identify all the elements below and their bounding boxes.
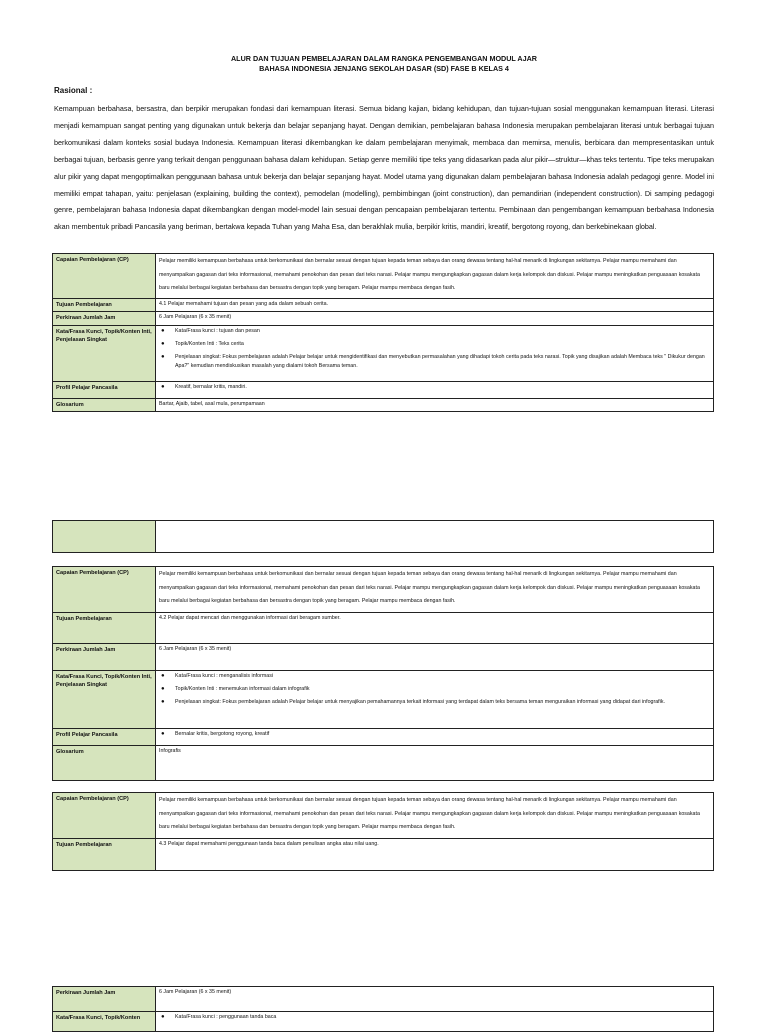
bullet-icon: ● bbox=[161, 731, 165, 737]
rasional-paragraph bbox=[54, 101, 714, 236]
learning-table-4-3 bbox=[52, 792, 714, 871]
list-item bbox=[159, 685, 710, 694]
cp-value: Pelajar memiliki kemampuan berbahasa untuk berkomunikasi dan bernalar sesuai dengan tujuan kepada teman sebaya dan orang dewasa tentang hal-hal menarik di lingkungan sekitarnya. Pelajar mampu memahami dan menyampaikan gagasan dari teks informasional, memahami penokohan dan pesan dari teks narasi. Pelajar mampu mengungkapkan gagasan dalam kerja kelompok dan diskusi. Pelajar mampu meningkatkan penguasaan kosakata baru melalui berbagai kegiatan berbahasa dan bersastra dengan topik yang beragam. Pelajar mampu membaca dengan fasih. bbox=[156, 567, 714, 613]
profil-text: Bernalar kritis, bergotong royong, kreatif bbox=[175, 731, 270, 737]
glosarium-label: Glosarium bbox=[53, 398, 156, 411]
learning-table-4-2 bbox=[52, 566, 714, 781]
cp-value: Pelajar memiliki kemampuan berbahasa untuk berkomunikasi dan bernalar sesuai dengan tujuan kepada teman sebaya dan orang dewasa tentang hal-hal menarik di lingkungan sekitarnya. Pelajar mampu memahami dan menyampaikan gagasan dari teks informasional, memahami penokohan dan pesan dari teks narasi. Pelajar mampu mengungkapkan gagasan dalam kerja kelompok dan diskusi. Pelajar mampu meningkatkan penguasaan kosakata baru melalui berbagai kegiatan berbahasa dan bersastra dengan topik yang beragam. Pelajar mampu membaca dengan fasih. bbox=[156, 793, 714, 839]
cp-value: Pelajar memiliki kemampuan berbahasa untuk berkomunikasi dan bernalar sesuai dengan tujuan kepada teman sebaya dan orang dewasa tentang hal-hal menarik di lingkungan sekitarnya. Pelajar mampu memahami dan menyampaikan gagasan dari teks informasional, memahami penokohan dan pesan dari teks narasi. Pelajar mampu mengungkapkan gagasan dalam kerja kelompok dan diskusi. Pelajar mampu meningkatkan penguasaan kosakata baru melalui berbagai kegiatan berbahasa dan bersastra dengan topik yang beragam. Pelajar mampu membaca dengan fasih. bbox=[156, 254, 714, 299]
profil-value bbox=[156, 381, 714, 398]
bullet-icon: ● bbox=[161, 1014, 165, 1020]
tp-value: 4.3 Pelajar dapat memahami penggunaan tanda baca dalam penulisan angka atau nilai uang. bbox=[156, 839, 714, 871]
rasional-text: Kemampuan berbahasa, bersastra, dan berpikir merupakan fondasi dari kemampuan literasi. Semua bidang kajian, bidang kehidupan, dan tujuan-tujuan sosial menggunakan kemampuan literasi. Literasi menjadi kemampuan sangat penting yang digunakan untuk bekerja dan belajar sepanjang hayat. Dengan demikian, pembelajaran bahasa Indonesia merupakan pembelajaran literasi untuk berbagai tujuan berkomunikasi dalam konteks sosial budaya Indonesia. Kemampuan literasi dikembangkan ke dalam pembelajaran menyimak, membaca dan memirsa, menulis, berbicara dan mempresentasikan untuk berbagai tujuan, berbasis genre yang terkait dengan penggunaan bahasa dalam kehidupan. Setiap genre memiliki tipe teks yang didasarkan pada alur pikir—struktur—khas teks tertentu. Tipe teks merupakan alur pikir yang dapat mengoptimalkan penggunaan bahasa untuk bekerja dan belajar sepanjang hayat. Model utama yang digunakan dalam pembelajaran bahasa Indonesia adalah pedagogi genre. Model ini memiliki empat tahapan, yaitu: penjelasan (explaining, building the context), pemodelan (modelling), pembimbingan (joint construction), dan pemandirian (independent construction). Di samping pedagogi genre, pembelajaran bahasa Indonesia dapat dikembangkan dengan model-model lain sesuai dengan pencapaian pembelajaran tertentu. Pembinaan dan pengembangan kemampuan berbahasa Indonesia akan membentuk pribadi Pancasila yang beriman, bertakwa kepada Tuhan yang Maha Esa, dan berakhlak mulia, berpikir kritis, mandiri, kreatif, bergotong royong, dan berkebinekaan global. bbox=[54, 104, 714, 232]
glosarium-label: Glosarium bbox=[53, 746, 156, 781]
profil-text: Kreatif, bernalar kritis, mandiri. bbox=[175, 383, 247, 390]
empty-table bbox=[52, 520, 714, 553]
bullet-icon: ● bbox=[161, 686, 165, 692]
table-row bbox=[53, 1012, 714, 1032]
empty-value-cell bbox=[156, 521, 714, 553]
kata-value bbox=[156, 325, 714, 381]
bullet-icon: ● bbox=[161, 383, 165, 390]
jam-value: 6 Jam Pelajaran (6 x 35 menit) bbox=[156, 644, 714, 671]
rasional-heading: Rasional : bbox=[54, 86, 93, 95]
tp-label: Tujuan Pembelajaran bbox=[53, 298, 156, 311]
bullet-icon: ● bbox=[161, 673, 165, 679]
bullet-icon: ● bbox=[161, 353, 165, 360]
profil-list bbox=[159, 383, 710, 392]
tp-value: 4.1 Pelajar memahami tujuan dan pesan yang ada dalam sebuah cerita. bbox=[156, 298, 714, 311]
table-row bbox=[53, 298, 714, 311]
table-row bbox=[53, 729, 714, 746]
table-row bbox=[53, 644, 714, 671]
bullet-icon: ● bbox=[161, 340, 165, 347]
cp-label: Capaian Pembelajaran (CP) bbox=[53, 254, 156, 299]
list-item bbox=[159, 698, 710, 707]
list-item bbox=[159, 383, 710, 392]
kata-value bbox=[156, 671, 714, 729]
table-row bbox=[53, 567, 714, 613]
jam-label: Perkiraan Jumlah Jam bbox=[53, 644, 156, 671]
table-row bbox=[53, 325, 714, 381]
kata-list bbox=[159, 1013, 710, 1022]
kata-kunci-text: Kata/Frasa kunci : menganalisis informasi bbox=[175, 673, 274, 679]
learning-table-4-3-continued bbox=[52, 986, 714, 1032]
profil-list bbox=[159, 730, 710, 739]
list-item bbox=[159, 1013, 710, 1022]
bullet-icon: ● bbox=[161, 699, 165, 705]
kata-kunci-text: Kata/Frasa kunci : tujuan dan pesan bbox=[175, 327, 260, 334]
table-row bbox=[53, 839, 714, 871]
kata-label: Kata/Frasa Kunci, Topik/Konten bbox=[53, 1012, 156, 1032]
penjelasan-text: Penjelasan singkat: Fokus pembelajaran adalah Pelajar belajar untuk menyajikan pemahamannya terkait informasi yang terdapat dalam teks bersama teman menguraikan informasi yang didapat dari infografik. bbox=[175, 699, 665, 705]
jam-label: Perkiraan Jumlah Jam bbox=[53, 311, 156, 325]
kata-list bbox=[159, 327, 710, 371]
topik-text: Topik/Konten Inti : Teks cerita bbox=[175, 340, 244, 347]
table-row bbox=[53, 987, 714, 1012]
kata-kunci-text: Kata/Frasa kunci : penggunaan tanda baca bbox=[175, 1014, 277, 1020]
cp-label: Capaian Pembelajaran (CP) bbox=[53, 567, 156, 613]
kata-list bbox=[159, 672, 710, 707]
table-row bbox=[53, 521, 714, 553]
bullet-icon: ● bbox=[161, 327, 165, 334]
kata-label: Kata/Frasa Kunci, Topik/Konten Inti, Penjelasan Singkat bbox=[53, 671, 156, 729]
glosarium-value: Bartar, Ajaib, tabel, asal mula, perumpamaan bbox=[156, 398, 714, 411]
kata-label: Kata/Frasa Kunci, Topik/Konten Inti, Penjelasan Singkat bbox=[53, 325, 156, 381]
document-title-line-2: BAHASA INDONESIA JENJANG SEKOLAH DASAR (SD) FASE B KELAS 4 bbox=[259, 64, 509, 73]
profil-value bbox=[156, 729, 714, 746]
jam-label: Perkiraan Jumlah Jam bbox=[53, 987, 156, 1012]
table-row bbox=[53, 398, 714, 411]
document-title-line-1: ALUR DAN TUJUAN PEMBELAJARAN DALAM RANGKA PENGEMBANGAN MODUL AJAR bbox=[230, 54, 537, 63]
tp-label: Tujuan Pembelajaran bbox=[53, 839, 156, 871]
document-title bbox=[0, 54, 768, 74]
table-row bbox=[53, 381, 714, 398]
penjelasan-text: Penjelasan singkat: Fokus pembelajaran adalah Pelajar belajar untuk mengidentifikasi dan menyebutkan permasalahan yang dihadapi tokoh cerita pada teks narasi. Topik yang disajikan adalah Membaca teks " Dikukur dengan Apa?" kemudian mendiskusikan masalah yang dialami tokoh Bersama teman. bbox=[175, 353, 705, 369]
table-row bbox=[53, 793, 714, 839]
tp-value: 4.2 Pelajar dapat mencari dan menggunakan informasi dari beragam sumber. bbox=[156, 613, 714, 644]
profil-label: Profil Pelajar Pancasila bbox=[53, 381, 156, 398]
list-item bbox=[159, 327, 710, 336]
list-item bbox=[159, 672, 710, 681]
kata-value bbox=[156, 1012, 714, 1032]
table-row bbox=[53, 671, 714, 729]
empty-label-cell bbox=[53, 521, 156, 553]
list-item bbox=[159, 730, 710, 739]
jam-value: 6 Jam Pelajaran (6 x 35 menit) bbox=[156, 987, 714, 1012]
jam-value: 6 Jam Pelajaran (6 x 35 menit) bbox=[156, 311, 714, 325]
cp-label: Capaian Pembelajaran (CP) bbox=[53, 793, 156, 839]
list-item bbox=[159, 353, 710, 371]
tp-label: Tujuan Pembelajaran bbox=[53, 613, 156, 644]
profil-label: Profil Pelajar Pancasila bbox=[53, 729, 156, 746]
list-item bbox=[159, 340, 710, 349]
learning-table-4-1 bbox=[52, 253, 714, 412]
table-row bbox=[53, 613, 714, 644]
table-row bbox=[53, 311, 714, 325]
topik-text: Topik/Konten Inti : menemukan informasi dalam infografik bbox=[175, 686, 310, 692]
table-row bbox=[53, 254, 714, 299]
glosarium-value: Infografis bbox=[156, 746, 714, 781]
table-row bbox=[53, 746, 714, 781]
